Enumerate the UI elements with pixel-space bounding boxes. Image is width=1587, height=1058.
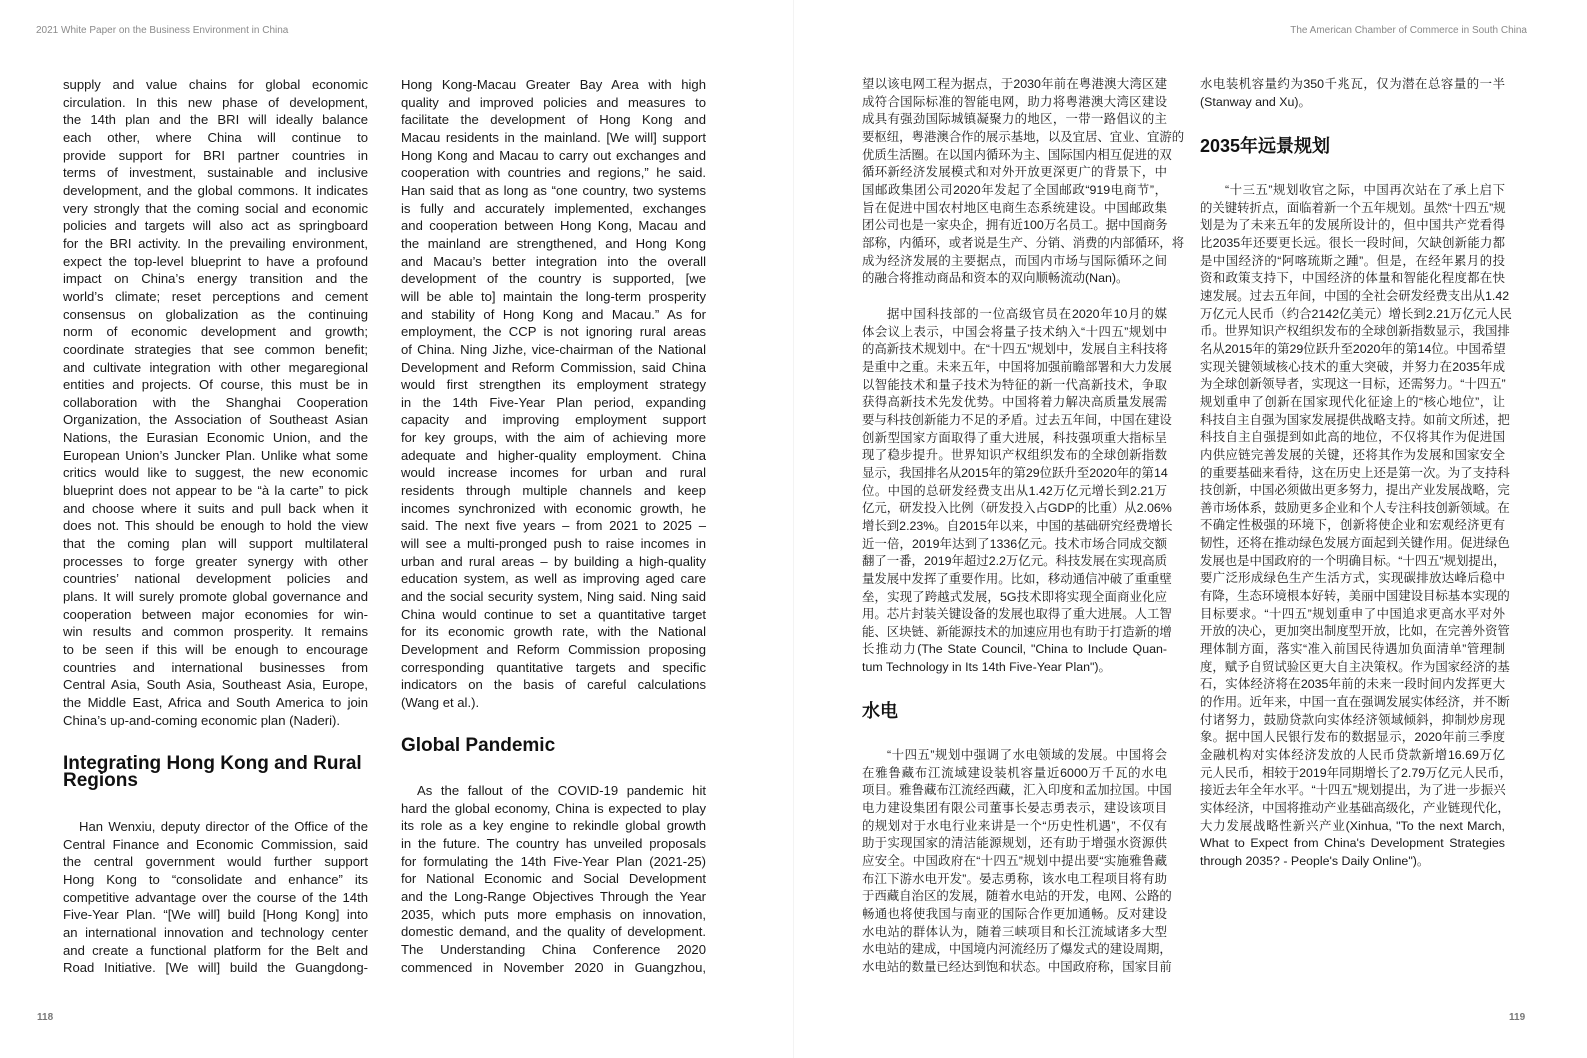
text-line: 科技自主自强提到如此高的地位，不仅将其作为促进国 <box>1200 430 1505 445</box>
text-line: 增长到2.23%。自2015年以来，中国的基础研究经费增长 <box>862 518 1173 533</box>
text-line: 水电站的建成，中国境内河流经历了爆发式的建设周期， <box>862 942 1172 957</box>
text-line: 实现关键领域核心技术的重大突破，并努力在2035年成 <box>1200 359 1505 374</box>
text-line: 象。据中国人民银行发布的数据显示，2020年前三季度 <box>1200 730 1505 745</box>
text-line: 据中国科技部的一位高级官员在2020年10月的媒 <box>887 307 1167 321</box>
page-gutter <box>793 0 794 1058</box>
text-line: 不确定性极强的环境下，创新将使企业和宏观经济更有 <box>1200 518 1505 533</box>
text-line: cooperation between major economies for win- <box>63 606 368 622</box>
text-line: for National Economic and Social Development <box>401 871 706 887</box>
text-line: 科技自主自强为国家发展提供战略支持。如前文所述，把 <box>1200 412 1510 427</box>
text-line: Organization, the Association of Southeast Asian <box>63 412 368 428</box>
text-line: 水电装机容量约为350千兆瓦，仅为潜在总容量的一半 <box>1200 77 1505 91</box>
text-line: China would continue to set a quantitative target <box>401 606 706 622</box>
text-line: adequate and higher-quality employment. China <box>401 447 706 463</box>
text-line: 的规划对于水电行业来讲是一个“历史性机遇”，不仅有 <box>862 818 1167 833</box>
text-line: 金融机构对实体经济发放的人民币贷款新增16.69万亿 <box>1200 748 1505 762</box>
text-line: 万亿元人民币（约合2142亿美元）增长到2.21万亿元人民 <box>1200 306 1512 321</box>
text-line: Han said that as long as “one country, two systems <box>401 182 706 198</box>
text-line: the mainland are strengthened, and Hong Kong <box>401 235 706 251</box>
text-line: 为全球创新领导者，实现这一目标，还需努力。“十四五” <box>1200 377 1506 392</box>
text-line: 要广泛形成绿色生产生活方式，实现碳排放达峰后稳中 <box>1200 571 1505 586</box>
text-line: 度，赋予自贸试验区更大自主决策权。作为国家经济的基 <box>1200 659 1510 674</box>
text-line: 要与科技创新能力不足的矛盾。过去五年间，中国在建设 <box>862 412 1172 427</box>
paragraph <box>862 76 1185 288</box>
text-line: tum Technology in Its 14th Five-Year Plan")。 <box>862 660 1111 675</box>
text-line: entities and projects. Of course, this must be in <box>63 377 368 393</box>
text-line: for key groups, with the aim of achieving more <box>401 430 706 446</box>
text-line: 国邮政集团公司2020年发起了全国邮政“919电商节”， <box>862 182 1167 197</box>
text-line: Nations, the Eurasian Economic Union, and the <box>63 430 368 446</box>
text-line: would increase incomes for urban and rural <box>401 465 706 481</box>
text-line: through 2035? - People's Daily Online")。 <box>1200 853 1430 868</box>
text-line: Central Finance and Economic Commission, said <box>63 836 368 852</box>
paragraph <box>401 782 706 976</box>
section-heading: Integrating Hong Kong and Rural Regions <box>63 753 362 791</box>
text-line: hard the global economy, China is expected to play <box>401 800 706 816</box>
text-line: does not. This should be enough to hold the view <box>63 518 368 534</box>
text-line: 畅通也将使我国与南亚的国际合作更加通畅。反对建设 <box>862 906 1167 921</box>
text-line: 体会议上表示，中国会将量子技术纳入“十四五”规划中 <box>862 324 1167 339</box>
text-line: 助于实现国家的清洁能源规划，还有助于增强水资源供 <box>862 836 1167 851</box>
text-line: norm of economic development and growth; <box>63 324 368 340</box>
text-line: Hong Kong and Macau to carry out exchanges and <box>401 147 706 163</box>
text-line: would first strengthen its employment strategy <box>401 377 706 393</box>
paragraph <box>862 306 1173 677</box>
text-line: an international innovation and technology center <box>63 924 368 940</box>
text-line: and the social security system, Ning said. Ning said <box>401 589 706 605</box>
text-line: and choose where it suits and pull back when it <box>63 500 368 516</box>
text-line: 在雅鲁藏布江流域建设装机容量近6000万千瓦的水电 <box>862 765 1167 780</box>
text-line: Development and Reform Commission proposing <box>401 642 706 657</box>
text-line: 的作用。近年来，中国一直在强调发展实体经济，并不断 <box>1200 695 1510 710</box>
text-line: 善市场体系，鼓励更多企业和个人专注科技创新领域。在 <box>1200 500 1510 515</box>
text-line: 水电站的数量已经达到饱和状态。中国政府称，国家目前 <box>862 959 1172 974</box>
text-line: the central government would further support <box>63 854 368 870</box>
paragraph <box>63 76 368 729</box>
text-line: terms of investment, sustainable and inclusive <box>63 165 368 181</box>
text-line: development, and the global commons. It indicates <box>63 182 368 198</box>
text-line: 垒，实现了跨越式发展，5G技术即将实现全面商业化应 <box>862 589 1167 604</box>
text-line: processes to forge greater synergy with other <box>63 553 368 569</box>
paragraph <box>63 818 368 977</box>
text-line: 石，实体经济将在2035年前的未来一段时间内发挥更大 <box>1200 677 1505 692</box>
text-line: urban and rural areas – by building a high-quality <box>401 553 706 569</box>
text-line: and Macau’s better integration into the overall <box>401 253 706 269</box>
text-line: 成符合国际标准的智能电网，助力将粤港澳大湾区建设 <box>862 94 1167 109</box>
text-line: countries and international businesses from <box>63 659 368 675</box>
text-line: 资和政策支持下，中国经济的体量和智能化程度都在快 <box>1200 271 1505 286</box>
text-line: of China. Ning Jizhe, vice-chairman of the National <box>401 341 706 357</box>
text-line: consensus on globalization as the continuing <box>63 306 368 322</box>
text-line: 望以该电网工程为据点，于2030年前在粤港澳大湾区建 <box>862 77 1167 91</box>
text-line: China’s up-and-coming economic plan (Naderi). <box>63 712 341 728</box>
text-line: 旨在促进中国农村地区电商生态系统建设。中国邮政集 <box>862 200 1167 215</box>
text-line: countries’ national development policies and <box>63 571 368 587</box>
text-line: facilitate the development of Hong Kong and <box>401 112 706 128</box>
text-line: As the fallout of the COVID-19 pandemic hit <box>417 783 706 798</box>
text-line: 获得高新技术先发优势。中国将着力解决高质量发展需 <box>862 395 1167 410</box>
text-line: the 14th plan and the BRI will ideally balance <box>63 112 368 128</box>
text-line: 内供应链完善发展的关键，还将其作为发展和国家安全 <box>1200 447 1505 462</box>
text-line: will see a multi-pronged push to raise incomes in <box>401 536 706 552</box>
text-line: 币。世界知识产权组织发布的全球创新指数显示，我国排 <box>1200 324 1510 339</box>
text-line: 是重中之重。未来五年，中国将加强前瞻部署和大力发展 <box>862 359 1172 374</box>
text-line: 大力发展战略性新兴产业(Xinhua, "To the next March, <box>1200 818 1505 833</box>
paragraph <box>1200 76 1505 111</box>
text-line: 循环新经济发展模式和对外开放更深更广的背景下，中 <box>862 165 1167 180</box>
text-line: for its economic growth rate, with the National <box>401 624 706 640</box>
text-line: in the future. The country has unveiled proposals <box>401 835 706 851</box>
text-line: Han Wenxiu, deputy director of the Office of the <box>79 819 368 834</box>
text-line: plans. It will surely promote global governance and <box>63 589 368 605</box>
text-line: (Stanway and Xu)。 <box>1200 94 1311 109</box>
text-line: Macau residents in the mainland. [We will] support <box>401 129 706 145</box>
section-heading: 水电 <box>862 701 898 721</box>
text-line: 项目。雅鲁藏布江流经西藏，汇入印度和孟加拉国。中国 <box>862 783 1172 798</box>
text-line: Five-Year Plan. “[We will] build [Hong Kong] into <box>63 907 368 923</box>
section-heading: Global Pandemic <box>401 735 556 756</box>
text-line: “十四五”规划中强调了水电领域的发展。中国将会 <box>887 748 1167 762</box>
text-line: 团公司也是一家央企，拥有近100万名员工。据中国商务 <box>862 218 1168 233</box>
text-line: 的融合将推动商品和资本的双向顺畅流动(Nan)。 <box>862 271 1129 286</box>
text-line: quality and improved policies and measures to <box>401 94 706 110</box>
text-line: 成具有强劲国际城镇凝聚力的地区，一带一路倡议的主 <box>862 112 1167 127</box>
text-line: 以智能技术和量子技术为特征的新一代高新技术，争取 <box>862 377 1167 392</box>
section-heading: 2035年远景规划 <box>1200 136 1331 156</box>
text-line: commenced in November 2020 in Guangzhou, <box>401 959 706 975</box>
text-line: world’s climate; reset perceptions and cement <box>63 288 368 304</box>
text-line: 长推动力(The State Council, "China to Include Quan- <box>862 642 1167 657</box>
text-line: impact on China’s energy transition and the <box>63 271 368 287</box>
text-line: 近一倍，2019年达到了1336亿元。技术市场合同成交额 <box>862 536 1167 551</box>
page-number-left: 118 <box>37 1012 54 1023</box>
text-line: 比2035年还要更长远。很长一段时间，欠缺创新能力都 <box>1200 235 1505 250</box>
text-line: 理体制方面，落实“准入前国民待遇加负面清单”管理制 <box>1200 642 1505 657</box>
text-line: The Understanding China Conference 2020 <box>401 941 706 957</box>
text-line: and stability of Hong Kong and Macau.” As for <box>401 306 706 322</box>
text-line: and create a functional platform for the Belt and <box>63 942 368 958</box>
text-line: 亿元，研发投入比例（研发投入占GDP的比重）从2.06% <box>862 501 1172 516</box>
text-line: employment, the CCP is not ignoring rural areas <box>401 324 706 340</box>
text-line: to be seen if this will be enough to encourage <box>63 642 368 657</box>
text-line: What to Expect from China's Development Strategies <box>1200 836 1505 851</box>
text-line: each other, where China will continue to <box>63 129 368 145</box>
text-line: competitive advantage over the course of the 14th <box>63 889 368 905</box>
text-line: policies and targets will also act as springboard <box>63 218 368 234</box>
text-line: 规划重申了创新在国家现代化征途上的“核心地位”，让 <box>1200 394 1505 409</box>
text-line: its role as a key engine to rekindle global growth <box>401 818 706 834</box>
text-line: “十三五”规划收官之际，中国再次站在了承上启下 <box>1225 183 1505 197</box>
text-line: 目标要求。“十四五”规划重申了中国追求更高水平对外 <box>1200 606 1505 621</box>
text-line: 要枢纽，粤港澳合作的展示基地，以及宜居、宜业、宜游的 <box>862 129 1185 144</box>
text-line: 应安全。中国政府在“十四五”规划中提出要“实施雅鲁藏 <box>862 853 1167 868</box>
text-line: 水电站的群体认为，随着三峡项目和长江流域诸多大型 <box>862 924 1167 939</box>
text-line: European Union’s Juncker Plan. Unlike what some <box>63 447 368 463</box>
text-line: coordinate strategies that see common benefit; <box>63 341 368 357</box>
text-line: 翻了一番，2019年超过2.2万亿元。科技发展在实现高质 <box>862 554 1167 569</box>
text-line: 接近去年全年水平。“十四五”规划提出，为了进一步振兴 <box>1200 783 1506 798</box>
text-line: 元人民币，相较于2019年同期增长了2.79万亿元人民币， <box>1200 765 1512 780</box>
text-line: cooperation with countries and regions,” he said. <box>401 165 706 181</box>
text-line: 2035, which puts more emphasis on innovation, <box>401 906 706 922</box>
text-line: 发展也是中国政府的一个明确目标。“十四五”规划提出， <box>1200 553 1506 568</box>
text-line: the Middle East, Africa and South America to join <box>63 694 368 710</box>
text-line: 的重要基础来看待，这在历史上还是第一次。为了支持科 <box>1200 465 1510 480</box>
text-line: 付诸努力，鼓励贷款向实体经济领域倾斜，抑制炒房现 <box>1200 712 1505 727</box>
text-line: provide support for BRI partner countries in <box>63 147 368 163</box>
text-line: 技创新，中国必须做出更多努力，提出产业发展战略，完 <box>1200 483 1510 498</box>
text-line: 速发展。过去五年间，中国的全社会研发经费支出从1.42 <box>1200 288 1510 303</box>
page-number-right: 119 <box>1509 1012 1526 1023</box>
text-line: 实体经济，中国将推动产业基础高级化，产业链现代化， <box>1200 800 1510 815</box>
text-line: corresponding quantitative targets and specific <box>401 659 706 675</box>
text-line: Road Initiative. [We will] build the Guangdong- <box>63 960 368 976</box>
text-line: residents through multiple channels and keep <box>401 483 706 499</box>
text-line: 布江下游水电开发”。晏志勇称，该水电工程项目将有助 <box>862 871 1167 886</box>
text-line: 开放的决心，更加突出制度型开放，比如，在完善外资管 <box>1200 624 1510 639</box>
text-line: development of the country is supported, [we <box>401 271 706 287</box>
text-line: capacity and improving employment support <box>401 412 706 428</box>
text-line: 划是为了未来五年的发展所设计的，但中国共产党看得 <box>1200 218 1505 233</box>
text-line: is fully and accurately implemented, exchanges <box>401 200 706 216</box>
paragraph <box>1200 182 1512 871</box>
text-line: 用。芯片封装关键设备的发展也取得了重大进展。人工智 <box>862 607 1172 622</box>
text-line: 位。中国的总研发经费支出从1.42万亿元增长到2.21万 <box>862 483 1167 498</box>
text-line: 韧性，还将在推动绿色发展方面起到关键作用。促进绿色 <box>1200 536 1510 551</box>
text-line: 有降，生态环境根本好转，美丽中国建设目标基本实现的 <box>1200 589 1510 604</box>
text-line: very strongly that the coming social and economic <box>63 200 368 216</box>
text-line: that the coming plan will support multilateral <box>63 536 368 552</box>
text-line: 电力建设集团有限公司董事长晏志勇表示，建设该项目 <box>862 800 1167 815</box>
text-line: domestic demand, and the quality of development. <box>401 924 706 940</box>
text-line: 于西藏自治区的发展，随着水电站的开发，电网、公路的 <box>862 889 1172 904</box>
text-line: expect the top-level blueprint to have a profound <box>63 253 368 269</box>
text-line: 名从2015年的第29位跃升至2020年的第14位。中国希望 <box>1200 341 1506 356</box>
text-line: 部称，内循环，或者说是生产、分销、消费的内部循环，将 <box>862 235 1185 250</box>
text-line: 是中国经济的“阿喀琉斯之踵”。但是，在经年累月的投 <box>1200 253 1505 268</box>
text-line: (Wang et al.). <box>401 694 480 710</box>
text-line: 现了稳步提升。世界知识产权组织发布的全球创新指数 <box>862 448 1167 463</box>
text-line: will be able to] maintain the long-term prosperity <box>401 288 706 304</box>
text-line: 创新型国家方面取得了重大进展，科技强项重大指标呈 <box>862 430 1167 445</box>
text-line: Central Asia, South Asia, Southeast Asia, Europe, <box>63 677 368 693</box>
text-line: 优质生活圈。在以国内循环为主、国际国内相互促进的双 <box>862 147 1172 162</box>
text-line: 显示，我国排名从2015年的第29位跃升至2020年的第14 <box>862 465 1168 480</box>
text-line: and the Long-Range Objectives Through the Year <box>401 888 706 904</box>
text-line: 量发展中发挥了重要作用。比如，移动通信冲破了重重壁 <box>862 571 1172 586</box>
text-line: 能、区块链、新能源技术的加速应用也有助于打造新的增 <box>862 624 1172 639</box>
text-line: for the BRI activity. In the prevailing environment, <box>63 235 368 251</box>
text-line: 的关键转折点，面临着新一个五年规划。虽然“十四五”规 <box>1200 200 1506 215</box>
text-line: critics would like to suggest, the new economic <box>63 465 368 481</box>
text-line: win results and common prosperity. It remains <box>63 624 368 640</box>
paragraph <box>401 76 706 712</box>
text-line: Hong Kong-Macau Greater Bay Area with high <box>401 77 706 92</box>
text-line: circulation. In this new phase of development, <box>63 94 368 110</box>
text-line: for formulating the 14th Five-Year Plan (2021-25) <box>401 853 706 869</box>
text-line: 成为经济发展的主要据点，而国内市场与国际循环之间 <box>862 253 1167 268</box>
text-line: Hong Kong to “consolidate and enhance” its <box>63 871 368 887</box>
text-line: indicators on the basis of careful calculations <box>401 677 706 693</box>
text-line: collaboration with the Shanghai Cooperation <box>63 394 368 410</box>
text-line: and cooperation between Hong Kong, Macau and <box>401 218 706 234</box>
text-line: education system, as well as improving aged care <box>401 571 706 587</box>
text-line: said. The next five years – from 2021 to 2025 – <box>401 518 706 534</box>
paragraph <box>862 747 1172 977</box>
text-line: and cultivate integration with other megaregional <box>63 359 368 375</box>
text-line: in the 14th Five-Year Plan period, expanding <box>401 394 706 410</box>
text-line: blueprint does not appear to be “à la carte” to pick <box>63 483 368 499</box>
text-line: 的高新技术规划中。在“十四五”规划中，发展自主科技将 <box>862 342 1168 357</box>
running-header-left: 2021 White Paper on the Business Environment in China <box>36 25 289 36</box>
running-header-right: The American Chamber of Commerce in South China <box>1290 25 1527 36</box>
text-line: supply and value chains for global economic <box>63 77 368 92</box>
text-line: Development and Reform Commission, said China <box>401 359 706 375</box>
text-line: incomes synchronized with economic growth, he <box>401 500 706 516</box>
